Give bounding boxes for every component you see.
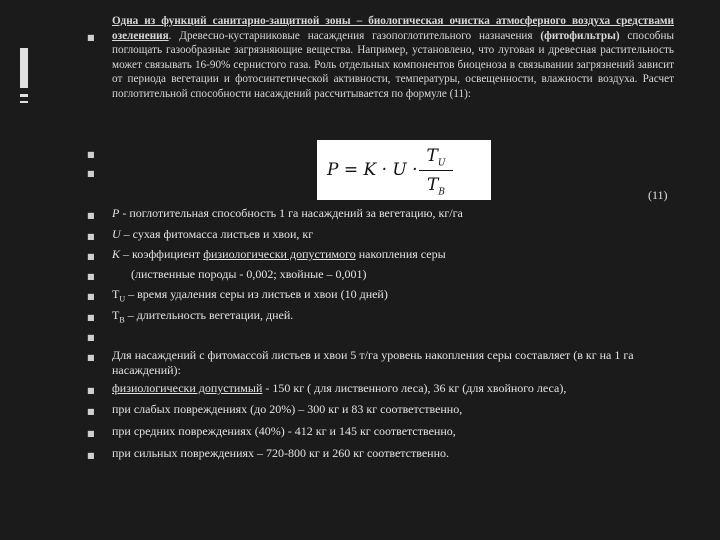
bullet-icon: ■ xyxy=(87,272,95,281)
formula-denominator xyxy=(419,173,453,197)
formula-den-symbol: T xyxy=(427,175,439,195)
definition-k-underlined: физиологически допустимого xyxy=(203,247,356,261)
result-allowed-text: - 150 кг ( для лиственного леса), 36 кг (для хвойного леса), xyxy=(262,381,567,395)
bullet-icon: ■ xyxy=(87,150,95,159)
formula-num-symbol: T xyxy=(426,146,438,166)
formula-image xyxy=(317,140,491,200)
symbol-tb: T xyxy=(112,308,120,322)
symbol-tu-subscript: U xyxy=(119,294,126,304)
bullet-icon: ■ xyxy=(87,252,95,261)
bullet-icon: ■ xyxy=(87,33,95,42)
definition-k xyxy=(112,247,692,262)
intro-text-part2: способны поглощать газообразные загрязняющие вещества. Например, установлено, что луговая и древесная растительность может связывать 16-90% сернистого газа. Роль отдельных компонентов биоценоза в связывании загрязнений зависит от периода вегетации и фотосинтетической активности, температуры, освещенности, влажности воздуха. Расчет поглотительной способности насаждений рассчитывается по формуле (11): xyxy=(112,29,674,100)
bullet-icon: ■ xyxy=(87,451,95,460)
bullet-icon: ■ xyxy=(87,429,95,438)
definition-u-text: – сухая фитомасса листьев и хвои, кг xyxy=(120,227,314,241)
bullet-icon: ■ xyxy=(87,211,95,220)
symbol-tb-subscript: B xyxy=(119,315,125,325)
intro-phytofilters: (фитофильтры) xyxy=(540,29,620,42)
bullet-icon: ■ xyxy=(87,333,95,342)
definition-k-text-end: накопления серы xyxy=(355,247,446,261)
result-weak: при слабых повреждениях (до 20%) – 300 кг и 83 кг соответственно, xyxy=(112,402,463,416)
decorative-line xyxy=(20,101,28,103)
bullet-icon: ■ xyxy=(87,407,95,416)
bullet-icon: ■ xyxy=(87,292,95,301)
result-allowed xyxy=(112,381,692,396)
symbol-u: U xyxy=(112,227,121,241)
intro-bold-lead: Одна из функций санитарно-защитной зоны – биологическая очистка атмосферного воздуха средствами озеленения xyxy=(112,15,674,42)
formula-fraction xyxy=(419,144,453,197)
bullet-icon: ■ xyxy=(87,169,95,178)
result-medium: при средних повреждениях (40%) - 412 кг и 145 кг соответственно, xyxy=(112,424,456,438)
results-lead: Для насаждений с фитомассой листьев и хвои 5 т/га уровень накопления серы составляет (в кг на 1 га насаждений): xyxy=(112,348,634,377)
bullet-icon: ■ xyxy=(87,353,95,362)
result-allowed-underlined: физиологически допустимый xyxy=(112,381,263,395)
bullet-icon: ■ xyxy=(87,232,95,241)
definition-u xyxy=(112,227,692,242)
definition-k-text: – коэффициент xyxy=(120,247,204,261)
symbol-tu: T xyxy=(112,287,120,301)
formula-numerator xyxy=(419,144,453,168)
definition-tu xyxy=(112,287,692,306)
definition-p xyxy=(112,206,692,221)
symbol-p: P xyxy=(112,206,120,220)
formula-den-subscript: B xyxy=(438,187,445,198)
decorative-line xyxy=(20,94,28,97)
result-strong: при сильных повреждениях – 720-800 кг и 260 кг соответственно. xyxy=(112,446,450,460)
intro-paragraph xyxy=(112,14,674,102)
definition-tb-text: – длительность вегетации, дней. xyxy=(124,308,294,322)
decorative-bar xyxy=(20,48,28,88)
fraction-bar xyxy=(419,170,453,171)
definition-k-values: (лиственные породы - 0,002; хвойные – 0,001) xyxy=(131,267,367,281)
equation-number: (11) xyxy=(648,188,668,202)
definition-p-text: - поглотительная способность 1 га насаждений за вегетацию, кг/га xyxy=(119,206,463,220)
intro-text-part1: . Древесно-кустарниковые насаждения газопоглотительного назначения xyxy=(168,29,541,42)
definition-tu-text: – время удаления серы из листьев и хвои (10 дней) xyxy=(125,287,388,301)
bullet-icon: ■ xyxy=(87,313,95,322)
symbol-k: K xyxy=(112,247,121,261)
formula-num-subscript: U xyxy=(437,158,446,169)
definition-tb xyxy=(112,308,692,327)
formula-lhs: P = K · U · xyxy=(327,160,418,180)
bullet-icon: ■ xyxy=(87,386,95,395)
